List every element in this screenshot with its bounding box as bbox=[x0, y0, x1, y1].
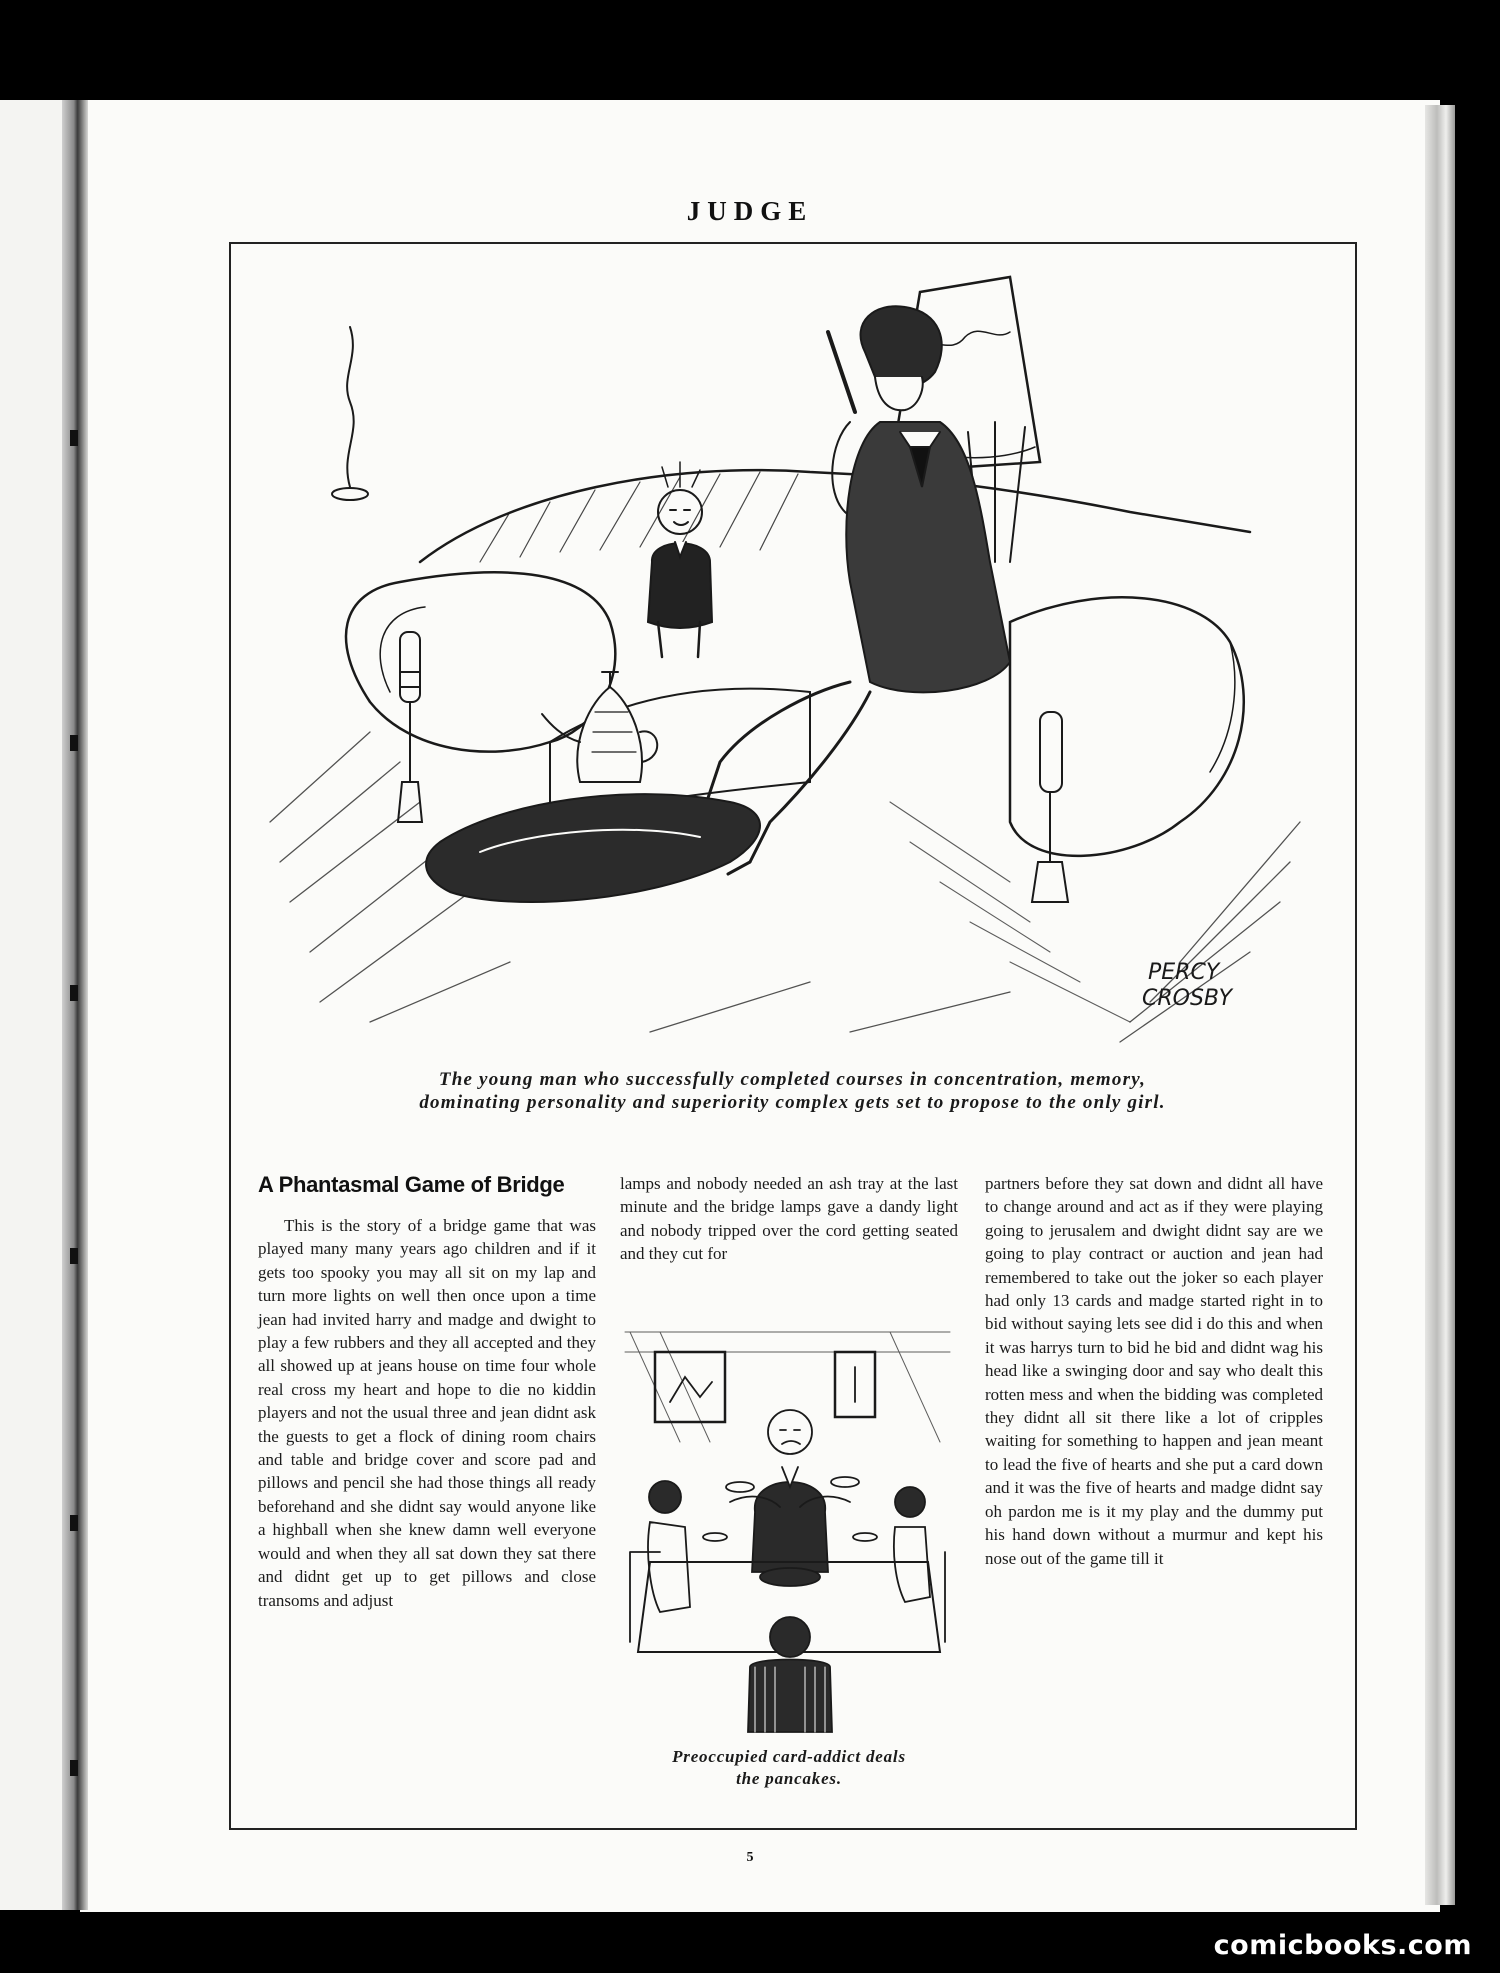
page-number: 5 bbox=[746, 1850, 754, 1865]
caption-line: the pancakes. bbox=[736, 1769, 842, 1788]
article-column-2: lamps and nobody needed an ash tray at the last minute and the bridge lamps gave a dandy light and nobody tripped over the cord getting seated and they cut for bbox=[620, 1174, 958, 1264]
small-cartoon-caption bbox=[620, 1746, 958, 1790]
article-heading: A Phantasmal Game of Bridge bbox=[258, 1172, 565, 1197]
spine-shadow bbox=[62, 100, 88, 1910]
main-cartoon bbox=[250, 262, 1330, 1047]
small-cartoon bbox=[620, 1322, 958, 1742]
signature-line2: CROSBY bbox=[1142, 986, 1233, 1011]
caption-line: The young man who successfully completed courses in concentration, memory, bbox=[438, 1069, 1147, 1090]
signature-line1: PERCY bbox=[1148, 960, 1220, 985]
running-head: JUDGE bbox=[686, 196, 814, 226]
caption-line: dominating personality and superiority complex gets set to propose to the only girl. bbox=[419, 1092, 1166, 1113]
page-edge-right bbox=[1425, 105, 1455, 1905]
caption-line: Preoccupied card-addict deals bbox=[672, 1747, 906, 1766]
article-column-3: partners before they sat down and didnt all have to change around and act as if they were playing going to jerusalem and dwight didnt say are we going to play contract or auction and jean had remembered to take out the joker so each player had only 13 cards and madge started right in to bid without saying lets see did i do this and when it was harrys turn to bid he bid and didnt wag his head like a swinging door and say who dealt this rotten mess and when the bidding was completed they didnt all sit there like a lot of cripples waiting for something to happen and jean meant to lead the five of hearts and she put a card down and it was the five of hearts and madge didnt say oh pardon me is it my play and the dummy put his hand down without a murmur and kept his nose out of the game till it bbox=[985, 1174, 1323, 1568]
main-cartoon-caption bbox=[300, 1068, 1285, 1114]
article-column-1: This is the story of a bridge game that was played many many years ago children and if it gets too spooky you may all sit on my lap and turn more lights on well then once upon a time jean had invited harry and madge and dwight to play a few rubbers and they all accepted and they all showed up at jeans house on time four whole real cross my heart and hope to die no kiddin players and not the usual three and jean didnt ask the guests to get a flock of dining room chairs and table and bridge cover and score pad and pillows and pencil she had those things all ready beforehand and she didnt say would anyone like a highball when she knew damn well everyone would and when they all sat down they sat there and didnt get up to get pillows and close transoms and adjust bbox=[258, 1216, 596, 1610]
site-watermark: comicbooks.com bbox=[1213, 1930, 1472, 1961]
